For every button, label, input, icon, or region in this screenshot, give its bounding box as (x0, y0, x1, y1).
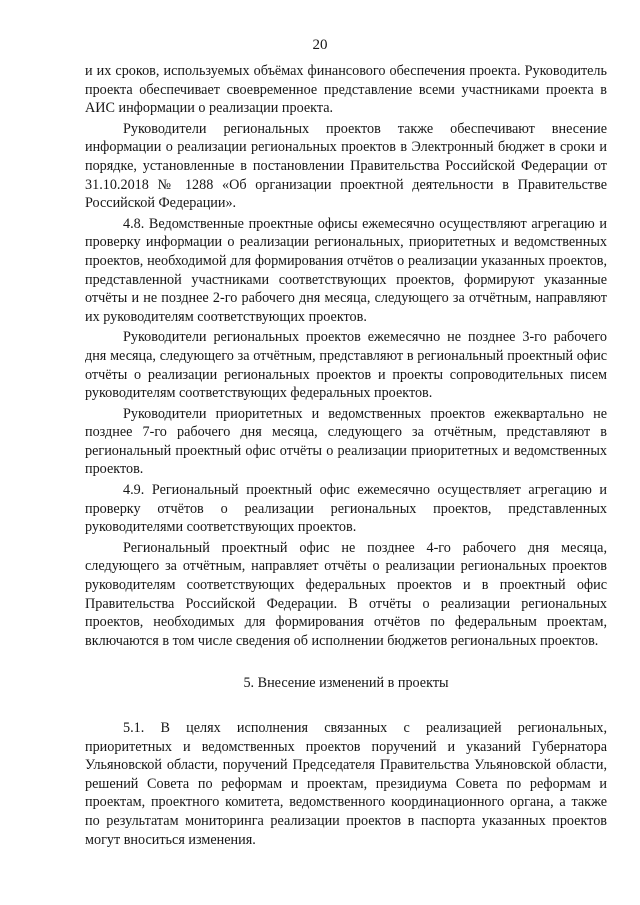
document-body (85, 62, 607, 849)
page-number: 20 (312, 37, 328, 53)
paragraph-monthly-reports: Руководители региональных проектов ежемесячно не позднее 3-го рабочего дня месяца, следующего за отчётным, представляют в региональный проектный офис отчёты о реализации региональных проектов и проекты сопроводительных писем руководителям соответствующих федеральных проектов. (85, 329, 607, 402)
paragraph-regional-project-leaders: Руководители региональных проектов также обеспечивают внесение информации о реализации региональных проектов в Электронный бюджет в сроки и порядке, установленные в постановлении Правительства Российской Федерации от 31.10.2018 № 1288 «Об организации проектной деятельности в Правительстве Российской Федерации». (85, 120, 607, 212)
paragraph-5-1: 5.1. В целях исполнения связанных с реализацией региональных, приоритетных и ведомственных проектов поручений и указаний Губернатора Ульяновской области, поручений Председателя Правительства Ульяновской области, решений Совета по реформам и проектам, президиума Совета по реформам и проектам, проектного комитета, ведомственного координационного органа, а также по результатам мониторинга реализации проектов в паспорта указанных проектов могут вноситься изменения. (85, 720, 607, 848)
paragraph-regional-office-reports: Региональный проектный офис не позднее 4-го рабочего дня месяца, следующего за отчётным, направляет отчёты о реализации региональных проектов руководителям соответствующих федеральных проектов и в проектный офис Правительства Российской Федерации. В отчёты о реализации региональных проектов, необходимых для формирования отчётов по федеральным проектам, включаются в том числе сведения об исполнении бюджетов региональных проектов. (85, 539, 607, 649)
section-heading: 5. Внесение изменений в проекты (243, 675, 449, 692)
paragraph-continuation: и их сроков, используемых объёмах финансового обеспечения проекта. Руководитель проекта обеспечивает своевременное представление всеми участниками проекта в АИС информации о реализации проекта. (85, 63, 607, 117)
paragraph-4-9: 4.9. Региональный проектный офис ежемесячно осуществляет агрегацию и проверку отчётов о реализации региональных проектов, представленных руководителями соответствующих проектов. (85, 482, 607, 536)
paragraph-4-8: 4.8. Ведомственные проектные офисы ежемесячно осуществляют агрегацию и проверку информации о реализации региональных, приоритетных и ведомственных проектов, необходимой для формирования отчётов о реализации указанных проектов, представленной участниками соответствующих проектов, формируют указанные отчёты и не позднее 2-го рабочего дня месяца, следующего за отчётным, направляют их руководителям соответствующих проектов. (85, 215, 607, 325)
paragraph-quarterly-reports: Руководители приоритетных и ведомственных проектов ежеквартально не позднее 7-го рабочего дня месяца, следующего за отчётным, представляют в региональный проектный офис отчёты о реализации приоритетных и ведомственных проектов. (85, 405, 607, 478)
